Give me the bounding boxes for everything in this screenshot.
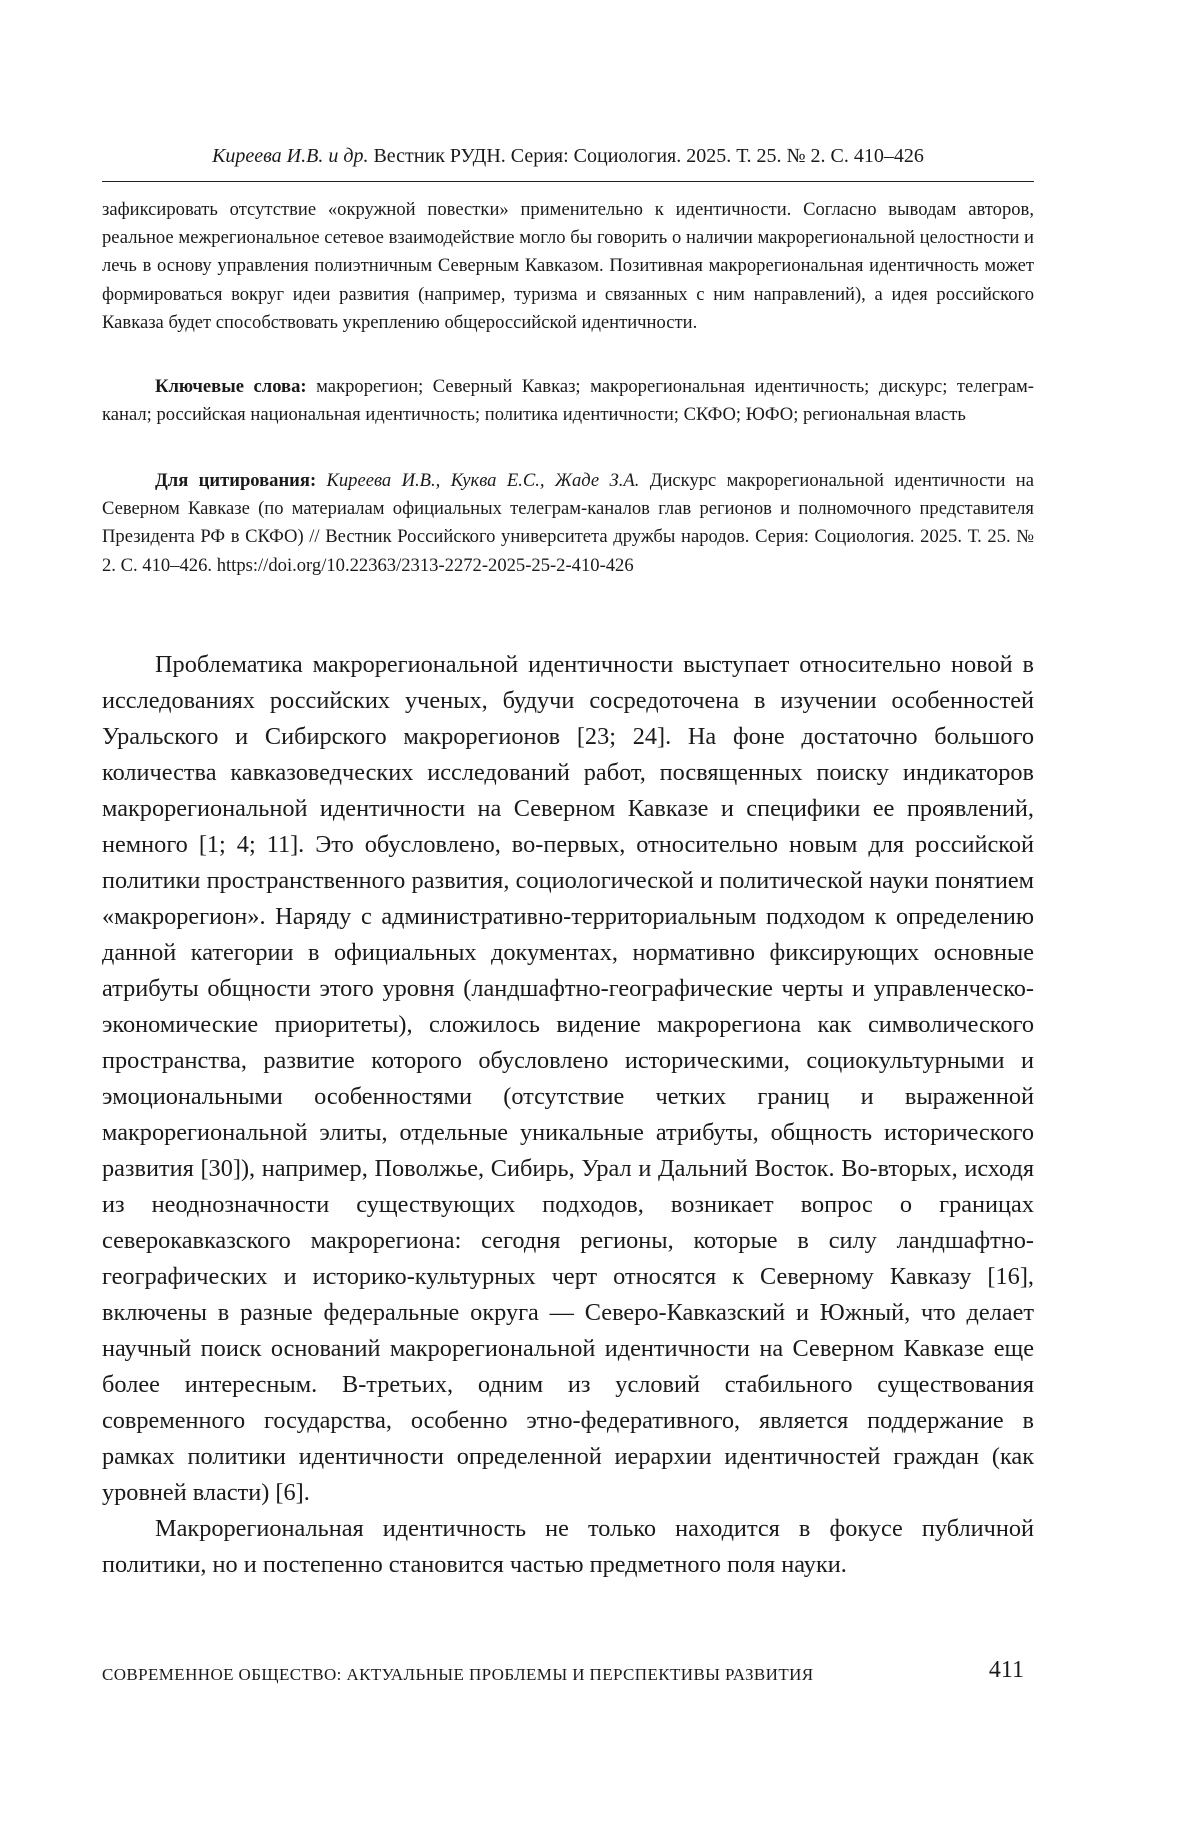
citation: [102, 467, 1034, 580]
page-number: 411: [989, 1657, 1024, 1684]
running-footer: [102, 1657, 1034, 1689]
header-journal: Вестник РУДН. Серия: Социология. 2025. Т. 25. № 2. С. 410–426: [373, 145, 923, 167]
footer-journal-title: СОВРЕМЕННОЕ ОБЩЕСТВО: АКТУАЛЬНЫЕ ПРОБЛЕМЫ И ПЕРСПЕКТИВЫ РАЗВИТИЯ: [102, 1665, 814, 1685]
body-paragraph-2: Макрорегиональная идентичность не только находится в фокусе публичной политики, но и постепенно становится частью предметного поля науки.: [102, 1511, 1034, 1583]
keywords-label: Ключевые слова:: [155, 376, 307, 397]
body-paragraph-1: Проблематика макрорегиональной идентичности выступает относительно новой в исследованиях российских ученых, будучи сосредоточена в изучении особенностей Уральского и Сибирского макрорегионов [23; 24]. На фоне достаточно большого количества кавказоведческих исследований работ, посвященных поиску индикаторов макрорегиональной идентичности на Северном Кавказе и специфики ее проявлений, немного [1; 4; 11]. Это обусловлено, во-первых, относительно новым для российской политики пространственного развития, социологической и политической науки понятием «макрорегион». Наряду с административно-территориальным подходом к определению данной категории в официальных документах, нормативно фиксирующих основные атрибуты общности этого уровня (ландшафтно-географические черты и управленческо-экономические приоритеты), сложилось видение макрорегиона как символического пространства, развитие которого обусловлено историческими, социокультурными и эмоциональными особенностями (отсутствие четких границ и выраженной макрорегиональной элиты, отдельные уникальные атрибуты, общность исторического развития [30]), например, Поволжье, Сибирь, Урал и Дальний Восток. Во-вторых, исходя из неоднозначности существующих подходов, возникает вопрос о границах северокавказского макрорегиона: сегодня регионы, которые в силу ландшафтно-географических и историко-культурных черт относятся к Северному Кавказу [16], включены в разные федеральные округа — Северо-Кавказский и Южный, что делает научный поиск оснований макрорегиональной идентичности на Северном Кавказе еще более интересным. В-третьих, одним из условий стабильного существования современного государства, особенно этно-федеративного, является поддержание в рамках политики идентичности определенной иерархии идентичностей граждан (как уровней власти) [6].: [102, 647, 1034, 1511]
citation-text: Дискурс макрорегиональной идентичности на Северном Кавказе (по материалам официальных телеграм-каналов глав регионов и полномочного представителя Президента РФ в СКФО) // Вестник Российского университета дружбы народов. Серия: Социология. 2025. Т. 25. № 2. С. 410–426.: [102, 470, 1034, 576]
running-header: [102, 145, 1034, 182]
body-text: [102, 647, 1034, 1583]
header-authors: Киреева И.В. и др.: [212, 145, 368, 167]
abstract-text: зафиксировать отсутствие «окружной повестки» применительно к идентичности. Согласно выводам авторов, реальное межрегиональное сетевое взаимодействие могло бы говорить о наличии макрорегиональной целостности и лечь в основу управления полиэтничным Северным Кавказом. Позитивная макрорегиональная идентичность может формироваться вокруг идеи развития (например, туризма и связанных с ним направлений), а идея российского Кавказа будет способствовать укреплению общероссийской идентичности.: [102, 196, 1034, 337]
citation-doi-link[interactable]: https://doi.org/10.22363/2313-2272-2025-25-2-410-426: [217, 555, 634, 576]
citation-label: Для цитирования:: [155, 470, 316, 491]
keywords: [102, 373, 1034, 429]
citation-authors: Киреева И.В., Куква Е.С., Жаде З.А.: [327, 470, 640, 491]
keywords-text: макрорегион; Северный Кавказ; макрорегиональная идентичность; дискурс; телеграм-канал; российская национальная идентичность; политика идентичности; СКФО; ЮФО; региональная власть: [102, 376, 1034, 425]
